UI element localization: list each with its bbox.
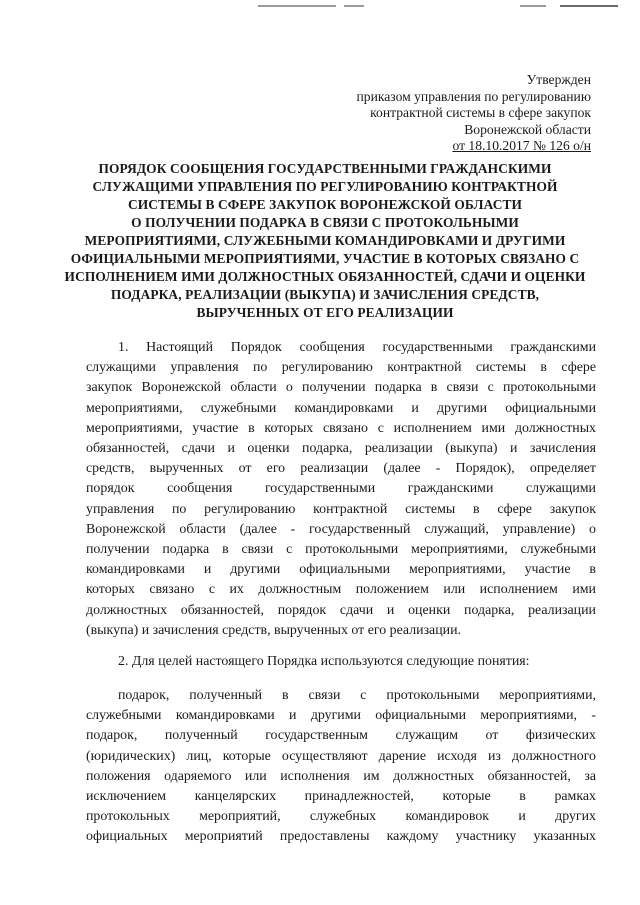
paragraph-line: исключением канцелярских принадлежностей, которые в рамках (86, 789, 596, 805)
approval-stamp (321, 72, 591, 155)
paragraph-line: Воронежской области (далее - государственный служащий, управление) о (86, 521, 596, 537)
paragraph-1 (86, 338, 596, 641)
paragraph-line: служебными командировками и другими официальными мероприятиями, - (86, 708, 596, 724)
paragraph-line: обязанностей, сдачи и оценки подарка, реализации (выкупа) и зачисления (86, 441, 596, 457)
paragraph-3 (86, 686, 596, 848)
paragraph-line: которых связано с их должностным положением или исполнением ими (86, 582, 596, 598)
paragraph-line: (юридических) лиц, которые осуществляют дарение исходя из должностного (86, 748, 596, 764)
paragraph-line: положения одаряемого или исполнения им должностных обязанностей, за (86, 768, 596, 784)
paragraph-line: подарок, полученный в связи с протокольными мероприятиями, (118, 688, 596, 703)
title-line: ВЫРУЧЕННЫХ ОТ ЕГО РЕАЛИЗАЦИИ (196, 305, 454, 320)
paragraph-line: получении подарка в связи с протокольными мероприятиями, служебными (86, 542, 596, 558)
approval-line: Утвержден (526, 72, 591, 87)
approval-line: контрактной системы в сфере закупок (370, 105, 591, 120)
paragraph-line: порядок сообщения государственными гражданскими служащими (86, 481, 596, 497)
paragraph-line: управления по регулированию контрактной системы в сфере закупок (86, 501, 596, 517)
paragraph-line: официальных мероприятий предоставлены каждому участнику указанных (86, 829, 596, 845)
approval-line: Воронежской области (464, 121, 591, 137)
title-line: ИСПОЛНЕНИЕМ ИМИ ДОЛЖНОСТНЫХ ОБЯЗАННОСТЕЙ, СДАЧИ И ОЦЕНКИ (64, 269, 586, 284)
title-line: СЛУЖАЩИМИ УПРАВЛЕНИЯ ПО РЕГУЛИРОВАНИЮ КОНТРАКТНОЙ (92, 179, 558, 194)
paragraph-line: 1. Настоящий Порядок сообщения государственными гражданскими (118, 340, 596, 355)
paragraph-line: мероприятиями, служебными командировками и другими официальными (86, 400, 596, 416)
approval-date-line: от 18.10.2017 № 126 о/н (452, 138, 591, 153)
paragraph-line: протокольных мероприятий, служебных командировок и других (86, 809, 596, 825)
document-title (60, 160, 590, 322)
title-line: ПОРЯДОК СООБЩЕНИЯ ГОСУДАРСТВЕННЫМИ ГРАЖДАНСКИМИ (98, 161, 552, 176)
title-line: МЕРОПРИЯТИЯМИ, СЛУЖЕБНЫМИ КОМАНДИРОВКАМИ И ДРУГИМИ (84, 233, 566, 248)
paragraph-2 (86, 652, 596, 672)
paragraph-line: командировками и другими официальными мероприятиями, участие в (86, 562, 596, 578)
paragraph-line: подарок, полученный государственным служащим от физических (86, 728, 596, 744)
paragraph-line: мероприятиями, участие в которых связано с исполнением ими должностных (86, 420, 596, 436)
paragraph-line: средств, вырученных от его реализации (далее - Порядок), определяет (86, 461, 596, 477)
paragraph-line: служащими управления по регулированию контрактной системы в сфере (86, 360, 596, 376)
paragraph-line: закупок Воронежской области о получении подарка в связи с протокольными (86, 380, 596, 396)
paragraph-line: 2. Для целей настоящего Порядка используются следующие понятия: (118, 654, 530, 669)
title-line: О ПОЛУЧЕНИИ ПОДАРКА В СВЯЗИ С ПРОТОКОЛЬНЫМИ (131, 215, 519, 230)
approval-line: приказом управления по регулированию (356, 88, 591, 104)
title-line: ОФИЦИАЛЬНЫМИ МЕРОПРИЯТИЯМИ, УЧАСТИЕ В КОТОРЫХ СВЯЗАНО С (70, 251, 580, 266)
paragraph-line: должностных обязанностей, порядок сдачи и оценки подарка, реализации (86, 602, 596, 618)
paragraph-line: (выкупа) и зачисления средств, вырученных от его реализации. (86, 622, 461, 638)
title-line: СИСТЕМЫ В СФЕРЕ ЗАКУПОК ВОРОНЕЖСКОЙ ОБЛАСТИ (127, 197, 523, 212)
title-line: ПОДАРКА, РЕАЛИЗАЦИИ (ВЫКУПА) И ЗАЧИСЛЕНИЯ СРЕДСТВ, (110, 287, 540, 302)
scan-artifact (0, 0, 640, 14)
